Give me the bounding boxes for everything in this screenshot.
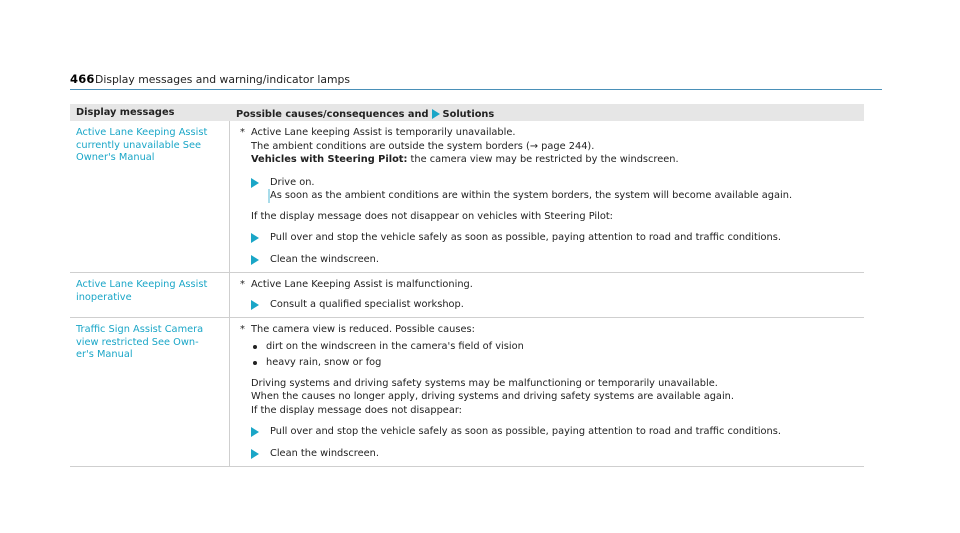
table-row [70, 272, 864, 317]
note-rest-text: the camera view may be restricted by the windscreen. [407, 154, 679, 165]
bullet-item [240, 356, 858, 370]
asterisk-marker: * [240, 127, 245, 138]
step-arrow-icon [251, 255, 259, 265]
solution-arrow-icon [432, 109, 440, 119]
bullet-dot-icon [253, 345, 257, 349]
solution-step [240, 176, 858, 203]
display-message-text[interactable]: Traffic Sign Assist Camera view restricted See Own- er's Manual [70, 318, 230, 466]
cause-line [240, 323, 858, 337]
step-text: Drive on. [270, 176, 315, 188]
cause-line [240, 278, 858, 292]
bullet-dot-icon [253, 361, 257, 365]
asterisk-marker: * [240, 279, 245, 290]
bullet-text: dirt on the windscreen in the camera's field of vision [266, 340, 524, 352]
step-arrow-icon [251, 300, 259, 310]
table-row [70, 317, 864, 466]
page-header [70, 72, 882, 90]
cause-text: Active Lane keeping Assist is temporarily unavailable. [251, 127, 516, 138]
causes-solutions-cell [230, 121, 864, 272]
display-messages-table [70, 104, 864, 467]
table-header [70, 104, 864, 121]
display-message-text[interactable]: Active Lane Keeping Assist currently unavailable See Owner's Manual [70, 121, 230, 272]
causes-solutions-cell [230, 318, 864, 466]
causes-solutions-cell [230, 273, 864, 317]
step-result-text: As soon as the ambient conditions are within the system borders, the system will become available again. [270, 190, 793, 201]
step-arrow-icon [251, 233, 259, 243]
step-text: Pull over and stop the vehicle safely as soon as possible, paying attention to road and traffic conditions. [270, 426, 781, 437]
step-body [270, 176, 792, 203]
page-title: Display messages and warning/indicator lamps [95, 73, 350, 86]
paragraph-text: Driving systems and driving safety systems may be malfunctioning or temporarily unavailable. [251, 377, 718, 389]
bullet-text: heavy rain, snow or fog [266, 357, 382, 368]
cause-detail-text: The ambient conditions are outside the system borders (→ page 244). [251, 140, 595, 152]
display-message-text[interactable]: Active Lane Keeping Assist inoperative [70, 273, 230, 317]
step-arrow-icon [251, 427, 259, 437]
paragraph-text: When the causes no longer apply, driving systems and driving safety systems are available again. [251, 391, 734, 402]
step-text: Clean the windscreen. [270, 447, 379, 459]
step-text: Pull over and stop the vehicle safely as soon as possible, paying attention to road and traffic conditions. [270, 232, 781, 243]
column-header-solutions-label: Solutions [442, 108, 495, 120]
solution-step [240, 253, 858, 267]
cause-text: Active Lane Keeping Assist is malfunctioning. [251, 279, 473, 290]
solution-step [240, 447, 858, 461]
asterisk-marker: * [240, 324, 245, 335]
table-row [70, 121, 864, 272]
note-bold-label: Vehicles with Steering Pilot: [251, 154, 408, 165]
column-header-display-messages: Display messages [76, 107, 175, 118]
step-arrow-icon [251, 449, 259, 459]
solution-step [240, 231, 858, 245]
page-number: 466 [70, 72, 95, 86]
column-header-causes-label: Possible causes/consequences and [236, 108, 429, 120]
solution-step [240, 298, 858, 312]
solution-step [240, 425, 858, 439]
step-text: Consult a qualified specialist workshop. [270, 298, 464, 310]
condition-text: If the display message does not disappear on vehicles with Steering Pilot: [251, 210, 613, 222]
step-arrow-icon [251, 178, 259, 188]
cause-text: The camera view is reduced. Possible causes: [251, 324, 475, 335]
note-text [240, 153, 858, 167]
cause-line [240, 126, 858, 140]
column-header-causes-solutions [230, 104, 494, 121]
paragraph-text: If the display message does not disappear: [251, 404, 462, 416]
step-text: Clean the windscreen. [270, 253, 379, 265]
bullet-item [240, 340, 858, 354]
